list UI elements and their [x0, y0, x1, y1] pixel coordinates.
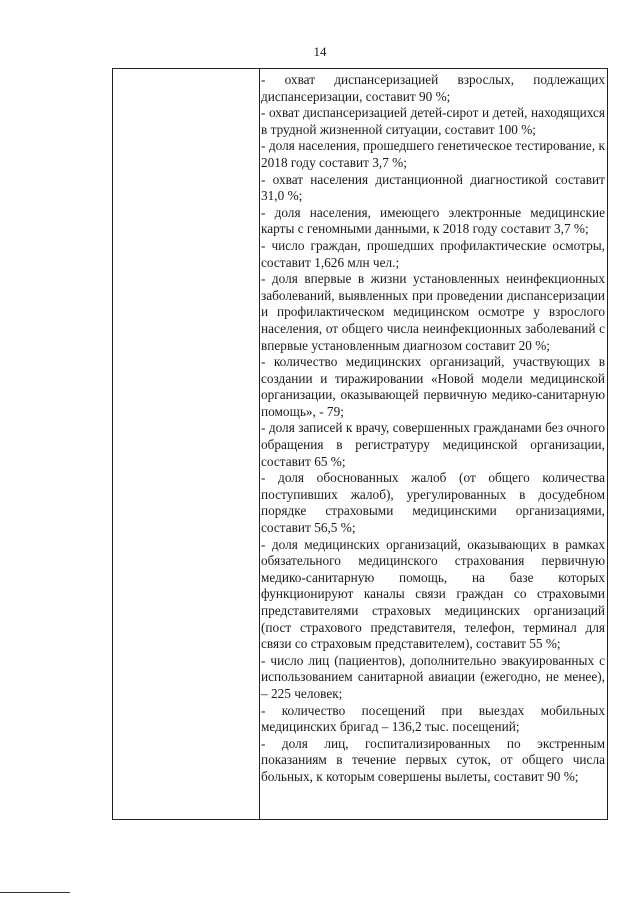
indicator-item: - доля впервые в жизни установленных неинфекционных заболеваний, выявленных при проведении диспансеризации и профилактическом медицинском осмотре у взрослого населения, от общего числа неинфекционных заболеваний с впервые установленным диагнозом составит 20 %; [261, 271, 605, 353]
indicators-table [112, 68, 608, 820]
table-right-cell [261, 72, 605, 786]
page-number: 14 [313, 44, 327, 59]
indicator-item: - число лиц (пациентов), дополнительно эвакуированных с использованием санитарной авиации (ежегодно, не менее), – 225 человек; [261, 652, 605, 701]
indicator-item: - охват диспансеризацией взрослых, подлежащих диспансеризации, составит 90 %; [261, 72, 605, 104]
indicator-item: - охват диспансеризацией детей-сирот и детей, находящихся в трудной жизненной ситуации, составит 100 %; [261, 105, 605, 137]
footnote-divider [0, 892, 70, 893]
indicator-item: - доля лиц, госпитализированных по экстренным показаниям в течение первых суток, от общего числа больных, к которым совершены вылеты, составит 90 %; [261, 735, 605, 784]
indicator-item: - доля населения, имеющего электронные медицинские карты с геномными данными, к 2018 году составит 3,7 %; [261, 204, 605, 237]
indicator-item: - охват населения дистанционной диагностикой составит 31,0 %; [261, 171, 605, 204]
table-left-cell [113, 69, 260, 819]
indicator-item: - доля населения, прошедшего генетическое тестирование, к 2018 году составит 3,7 %; [261, 138, 605, 170]
indicator-item: - доля записей к врачу, совершенных гражданами без очного обращения в регистратуру медицинской организации, составит 65 %; [261, 420, 605, 469]
indicator-item: - число граждан, прошедших профилактические осмотры, составит 1,626 млн чел.; [261, 237, 605, 270]
indicator-item: - доля обоснованных жалоб (от общего количества поступивших жалоб), урегулированных в досудебном порядке страховыми медицинскими организациями, составит 56,5 %; [261, 470, 605, 536]
indicator-item: - доля медицинских организаций, оказывающих в рамках обязательного медицинского страхования первичную медико-санитарную помощь, на базе которых функционируют каналы связи граждан со страховыми представителями страховых медицинских организаций (пост страхового представителя, телефон, терминал для связи со страховым представителем), составит 55 %; [261, 536, 605, 652]
indicator-item: - количество медицинских организаций, участвующих в создании и тиражировании «Новой модели медицинской организации, оказывающей первичную медико-санитарную помощь», - 79; [261, 354, 605, 419]
indicator-item: - количество посещений при выездах мобильных медицинских бригад – 136,2 тыс. посещений; [261, 702, 605, 735]
